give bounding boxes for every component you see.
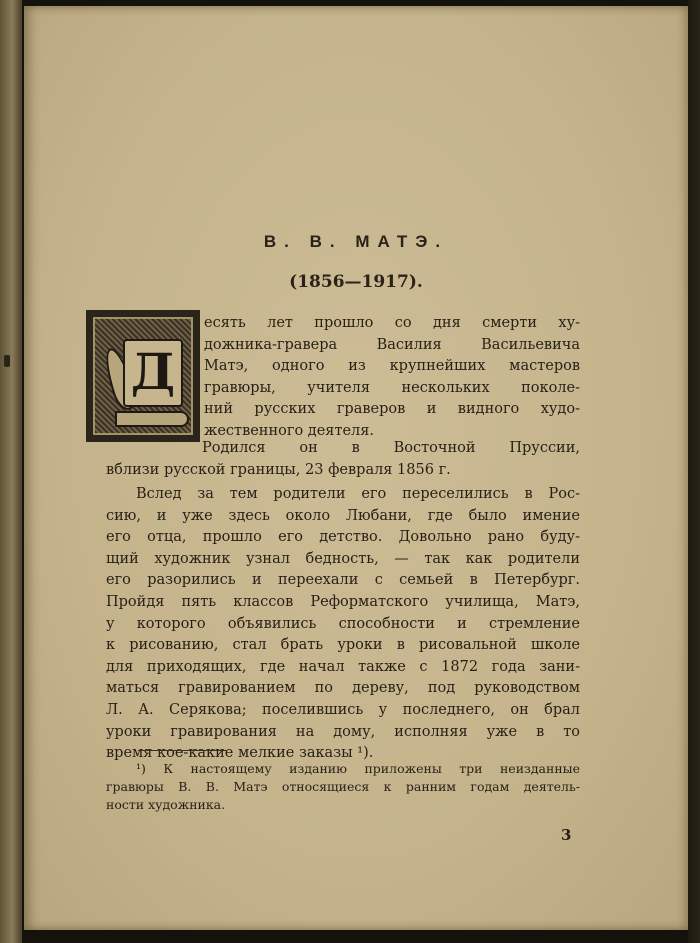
text-line: ний русских граверов и видного худо- bbox=[204, 401, 580, 418]
footnote-line: ности художника. bbox=[106, 797, 226, 812]
text-line: щий художник узнал бедность, — так как родители bbox=[106, 550, 580, 567]
text-line: дожника-гравера Василия Васильевича bbox=[204, 336, 580, 353]
text-line: его разорились и переехали с семьей в Петербург. bbox=[106, 572, 580, 589]
paragraph-childhood bbox=[106, 484, 580, 765]
text-line: у которого объявились способности и стремление bbox=[106, 615, 580, 632]
text-line: Пройдя пять классов Реформатского училища, Матэ, bbox=[106, 593, 580, 610]
paragraph-intro bbox=[204, 313, 580, 443]
adjacent-page-mark bbox=[4, 355, 10, 367]
text-line: время кое-какие мелкие заказы ¹). bbox=[106, 745, 374, 762]
text-line: Л. А. Серякова; поселившись у последнего, он брал bbox=[106, 701, 580, 718]
text-line: жественного деятеля. bbox=[204, 422, 375, 439]
text-line: для приходящих, где начал также с 1872 года зани- bbox=[106, 658, 580, 675]
drop-cap-frame bbox=[93, 317, 193, 435]
life-dates: (1856—1917). bbox=[289, 272, 423, 292]
text-line: к рисованию, стал брать уроки в рисовальной школе bbox=[106, 637, 580, 654]
text-line: его отца, прошло его детство. Довольно рано буду- bbox=[106, 529, 580, 546]
footnote bbox=[106, 760, 580, 814]
text-line: есять лет прошло со дня смерти ху- bbox=[204, 315, 580, 331]
footnote-line: гравюры В. В. Матэ относящиеся к ранним годам деятель- bbox=[106, 779, 580, 794]
text-line: гравюры, учителя нескольких поколе- bbox=[204, 379, 580, 396]
text-line: Вслед за тем родители его переселились в Рос- bbox=[136, 486, 580, 502]
paragraph-birth bbox=[106, 438, 580, 481]
text-line: Матэ, одного из крупнейших мастеров bbox=[204, 358, 580, 375]
text-line: вблизи русской границы, 23 февраля 1856 г. bbox=[106, 461, 451, 478]
drop-cap-ornament bbox=[86, 310, 200, 442]
book-cover-edge bbox=[688, 0, 700, 943]
book-page bbox=[24, 6, 688, 930]
footnote-divider bbox=[138, 750, 226, 751]
text-line: маться гравированием по дереву, под руководством bbox=[106, 680, 580, 697]
text-line: уроки гравирования на дому, исполняя уже в то bbox=[106, 723, 580, 740]
text-line: сию, и уже здесь около Любани, где было имение bbox=[106, 507, 580, 524]
footnote-line: ¹) К настоящему изданию приложены три неизданные bbox=[136, 761, 580, 776]
page-number: 3 bbox=[561, 826, 572, 844]
brush-ornament-icon bbox=[115, 411, 189, 427]
drop-cap-letter: Д bbox=[123, 339, 183, 407]
adjacent-page-edge bbox=[0, 0, 22, 943]
text-line: Родился он в Восточной Пруссии, bbox=[202, 440, 580, 456]
page-title: В. В. МАТЭ. bbox=[263, 232, 449, 251]
